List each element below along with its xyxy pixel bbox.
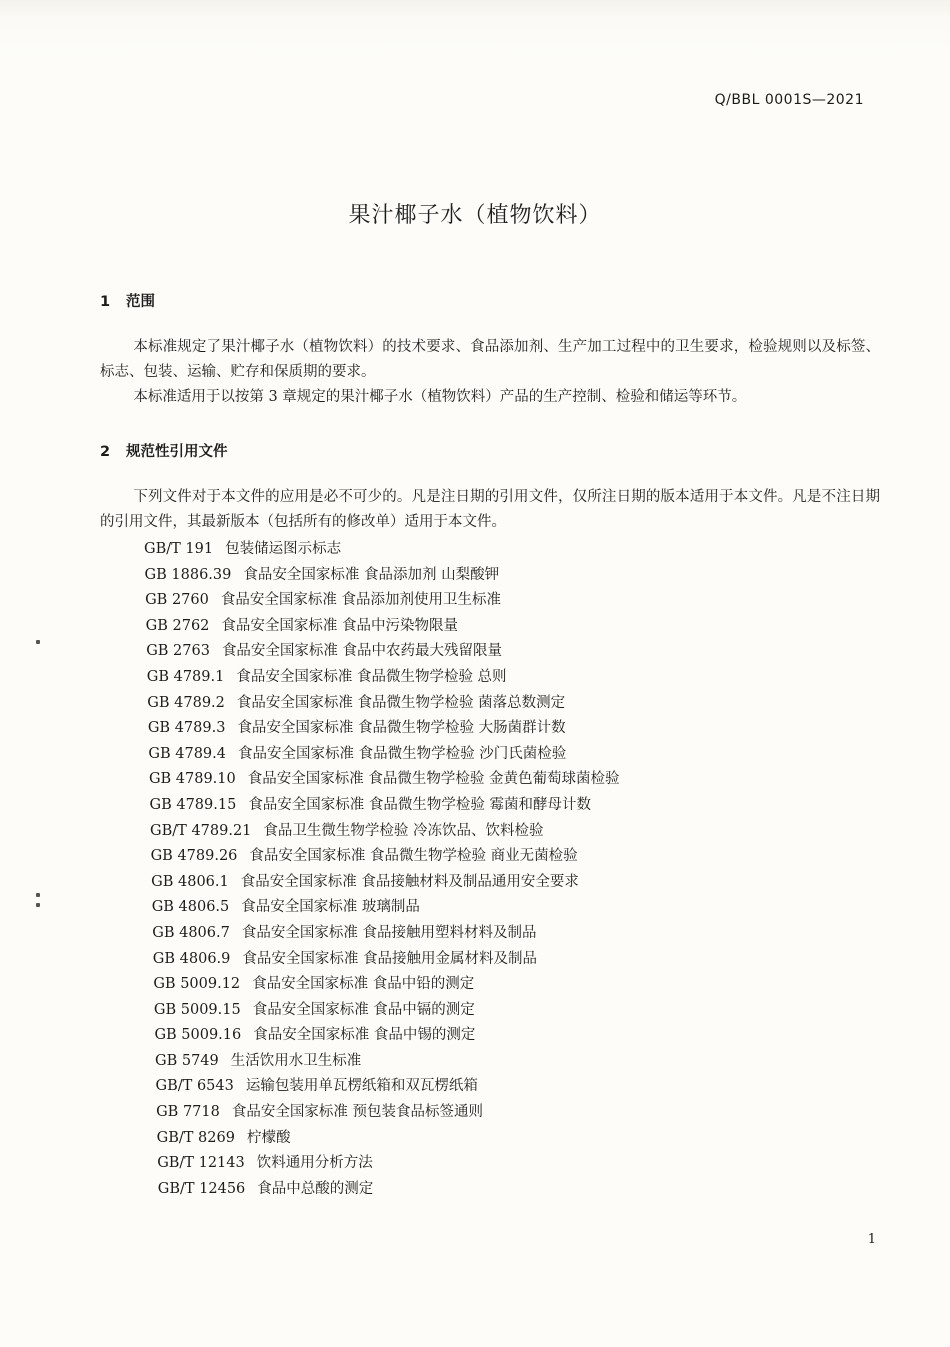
reference-item (100, 1023, 880, 1049)
reference-title: 食品安全国家标准 食品接触用塑料材料及制品 (241, 924, 537, 941)
document-code: Q/BBL 0001S—2021 (714, 92, 864, 108)
reference-code: GB 4789.2 (147, 694, 225, 711)
reference-title: 柠檬酸 (246, 1129, 291, 1146)
reference-item (100, 819, 880, 845)
reference-item (100, 947, 880, 973)
reference-item (100, 870, 880, 896)
reference-code: GB 4789.26 (150, 848, 238, 865)
section-title: 范围 (126, 294, 155, 310)
paragraph: 本标准适用于以按第 3 章规定的果汁椰子水（植物饮料）产品的生产控制、检验和储运等环节。 (133, 389, 747, 405)
reference-code: GB/T 6543 (155, 1078, 234, 1095)
reference-code: GB 2760 (145, 592, 209, 609)
reference-title: 食品中总酸的测定 (257, 1180, 374, 1197)
reference-item (100, 1151, 880, 1177)
reference-title: 食品安全国家标准 食品微生物学检验 金黄色葡萄球菌检验 (247, 771, 620, 788)
reference-code: GB/T 191 (144, 541, 214, 557)
reference-item (100, 1049, 880, 1075)
reference-list (100, 537, 880, 1202)
reference-title: 食品安全国家标准 食品微生物学检验 大肠菌群计数 (237, 720, 566, 737)
section-body (100, 335, 880, 410)
reference-title: 食品安全国家标准 食品微生物学检验 霉菌和酵母计数 (248, 796, 592, 813)
reference-code: GB 4806.5 (151, 899, 230, 916)
reference-code: GB 4789.15 (149, 796, 237, 813)
reference-code: GB 2762 (145, 617, 210, 634)
reference-title: 食品安全国家标准 玻璃制品 (241, 899, 420, 916)
reference-code: GB/T 12143 (157, 1155, 245, 1172)
reference-title: 食品安全国家标准 食品接触用金属材料及制品 (242, 950, 537, 967)
reference-title: 食品安全国家标准 食品中污染物限量 (221, 617, 458, 634)
reference-code: GB 5009.12 (153, 976, 241, 993)
reference-code: GB 4789.3 (147, 720, 226, 737)
paragraph: 下列文件对于本文件的应用是必不可少的。凡是注日期的引用文件，仅所注日期的版本适用于本文件。凡是不注日期的引用文件，其最新版本（包括所有的修改单）适用于本文件。 (100, 489, 880, 530)
reference-title: 食品安全国家标准 食品添加剂 山梨酸钾 (243, 566, 500, 583)
reference-title: 食品安全国家标准 食品中铅的测定 (252, 976, 475, 993)
reference-code: GB 4789.1 (146, 668, 225, 685)
reference-item (100, 998, 880, 1024)
reference-code: GB 1886.39 (144, 566, 232, 583)
reference-item (100, 537, 880, 563)
section-body (100, 485, 880, 1202)
reference-title: 生活饮用水卫生标准 (230, 1052, 362, 1069)
reference-code: GB/T 8269 (156, 1129, 235, 1146)
reference-item (100, 1126, 880, 1152)
reference-code: GB 5009.16 (154, 1027, 242, 1044)
reference-code: GB 2763 (146, 643, 210, 660)
reference-item (100, 614, 880, 640)
reference-code: GB 4789.4 (148, 745, 226, 762)
scan-mark (36, 640, 40, 644)
reference-title: 食品卫生微生物学检验 冷冻饮品、饮料检验 (263, 822, 544, 839)
reference-item (100, 767, 880, 793)
reference-code: GB 4806.1 (151, 873, 229, 890)
reference-code: GB/T 12456 (157, 1180, 246, 1197)
scan-mark (36, 903, 40, 907)
reference-code: GB 5749 (155, 1052, 219, 1069)
document-title: 果汁椰子水（植物饮料） (348, 203, 602, 228)
reference-item (100, 716, 880, 742)
reference-title: 饮料通用分析方法 (256, 1155, 373, 1172)
reference-title: 食品安全国家标准 食品微生物学检验 商业无菌检验 (249, 848, 578, 865)
reference-item (100, 1074, 880, 1100)
reference-item (100, 588, 880, 614)
paragraph: 本标准规定了果汁椰子水（植物饮料）的技术要求、食品添加剂、生产加工过程中的卫生要求，检验规则以及标签、标志、包装、运输、贮存和保质期的要求。 (100, 339, 880, 380)
reference-title: 食品安全国家标准 食品微生物学检验 菌落总数测定 (236, 694, 566, 711)
section-number: 2 (100, 444, 111, 460)
reference-item (100, 742, 880, 768)
reference-code: GB 4806.9 (152, 950, 231, 967)
section-scope (100, 290, 880, 410)
reference-title: 运输包装用单瓦楞纸箱和双瓦楞纸箱 (245, 1078, 478, 1095)
reference-item (100, 691, 880, 717)
section-heading (100, 440, 880, 461)
reference-item (100, 921, 880, 947)
reference-title: 食品安全国家标准 预包装食品标签通则 (231, 1104, 483, 1121)
reference-title: 食品安全国家标准 食品微生物学检验 总则 (236, 668, 507, 685)
section-normative-references (100, 440, 880, 1202)
reference-title: 食品安全国家标准 食品接触材料及制品通用安全要求 (240, 873, 579, 890)
page-number: 1 (867, 1232, 876, 1247)
reference-item (100, 844, 880, 870)
reference-title: 食品安全国家标准 食品微生物学检验 沙门氏菌检验 (237, 745, 567, 762)
reference-code: GB 7718 (156, 1104, 220, 1121)
reference-code: GB 4806.7 (152, 924, 230, 941)
reference-item (100, 895, 880, 921)
section-heading (100, 290, 880, 311)
reference-code: GB/T 4789.21 (150, 822, 252, 839)
reference-item (100, 639, 880, 665)
reference-item (100, 1100, 880, 1126)
reference-code: GB 4789.10 (148, 771, 236, 788)
reference-title: 食品安全国家标准 食品中镉的测定 (252, 1001, 475, 1018)
reference-item (100, 1177, 880, 1203)
reference-item (100, 563, 880, 589)
reference-item (100, 665, 880, 691)
reference-item (100, 972, 880, 998)
section-title: 规范性引用文件 (126, 444, 228, 460)
reference-title: 包装储运图示标志 (225, 541, 342, 557)
reference-title: 食品安全国家标准 食品中锡的测定 (253, 1027, 476, 1044)
reference-item (100, 793, 880, 819)
reference-code: GB 5009.15 (153, 1001, 241, 1018)
reference-title: 食品安全国家标准 食品中农药最大残留限量 (221, 643, 503, 660)
section-number: 1 (100, 294, 111, 310)
scan-mark (36, 893, 40, 897)
reference-title: 食品安全国家标准 食品添加剂使用卫生标准 (220, 592, 501, 609)
